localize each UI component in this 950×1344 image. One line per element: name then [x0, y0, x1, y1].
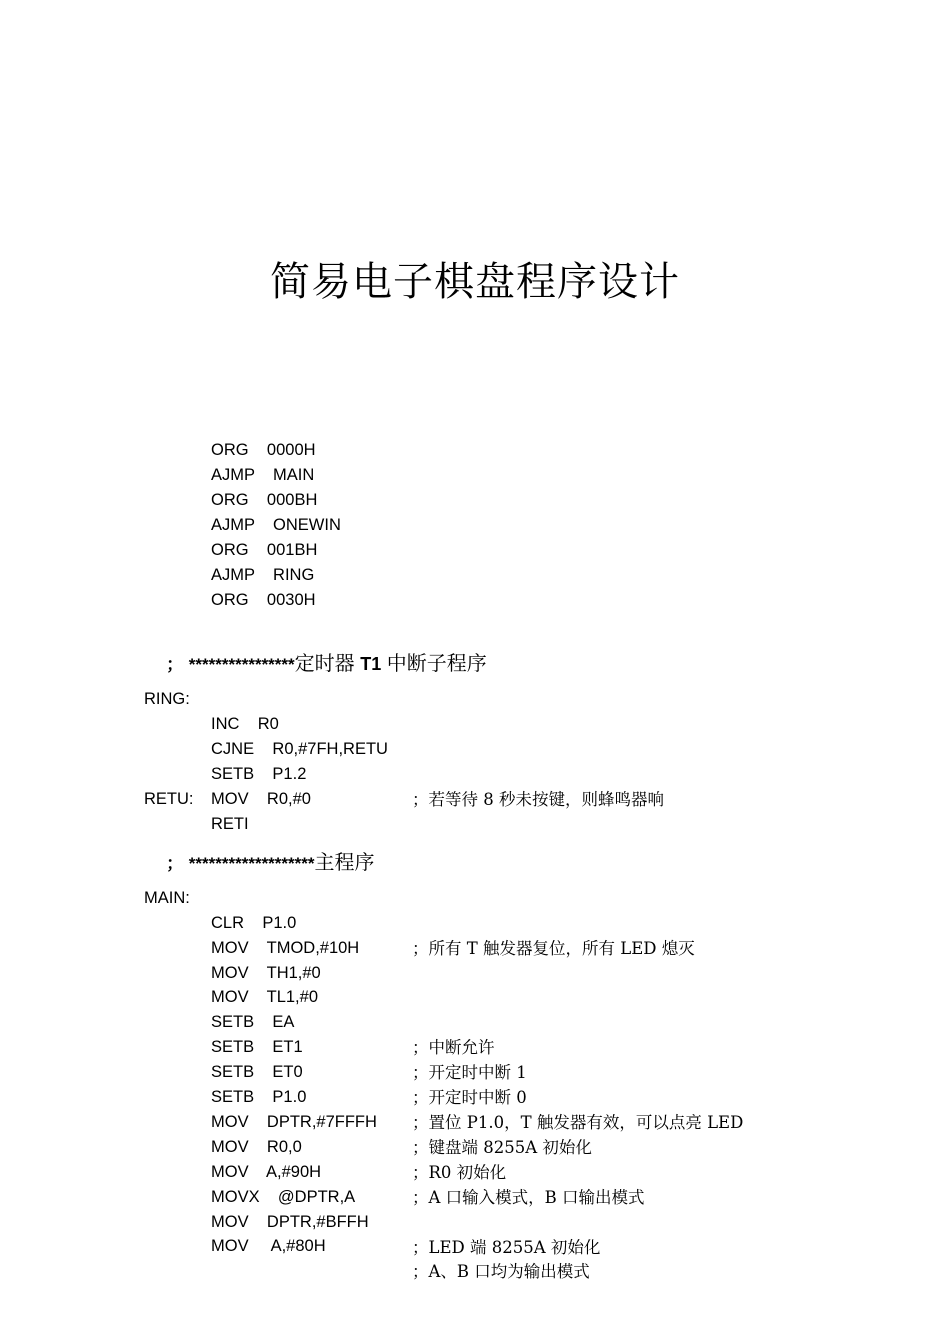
code-instruction: ORG 0000H [211, 441, 316, 459]
code-instruction: INC R0 [211, 715, 279, 733]
section-text: 主程序 [314, 850, 375, 874]
code-comment: ；键盘端 8255A 初始化 [412, 1138, 592, 1157]
code-instruction: MOV A,#90H [211, 1163, 322, 1181]
code-instruction: ORG 000BH [211, 491, 318, 509]
code-comment: ；R0 初始化 [412, 1163, 507, 1182]
code-instruction: MOV TMOD,#10H [211, 939, 360, 957]
section-stars: ******************* [188, 854, 315, 873]
code-instruction: MOVX @DPTR,A [211, 1188, 356, 1206]
code-instruction: MOV A,#80H [211, 1237, 326, 1255]
code-comment: ；所有 T 触发器复位，所有 LED 熄灭 [412, 939, 695, 958]
code-instruction: ORG 0030H [211, 591, 316, 609]
code-label: MAIN: [144, 889, 190, 907]
code-instruction: SETB P1.2 [211, 765, 307, 783]
code-instruction: AJMP MAIN [211, 466, 315, 484]
section-bold-text: T1 [360, 654, 382, 674]
code-instruction: ORG 001BH [211, 541, 318, 559]
code-instruction: MOV DPTR,#7FFFH [211, 1113, 377, 1131]
code-instruction: RETI [211, 815, 249, 833]
section-text: 中断子程序 [386, 651, 487, 675]
code-label: RING: [144, 690, 190, 708]
code-instruction: SETB P1.0 [211, 1088, 307, 1106]
section-stars: **************** [188, 655, 295, 674]
code-line [0, 662, 279, 733]
code-comment: ；开定时中断 1 [412, 1063, 527, 1082]
code-comment: ；若等待 8 秒未按键，则蜂鸣器响 [412, 790, 664, 809]
code-instruction: AJMP ONEWIN [211, 516, 341, 534]
code-instruction: MOV TL1,#0 [211, 988, 318, 1006]
section-prefix: ； [166, 655, 184, 674]
code-instruction: SETB ET0 [211, 1063, 303, 1081]
code-instruction: SETB ET1 [211, 1038, 303, 1056]
code-line [0, 413, 316, 459]
code-instruction: MOV DPTR,#BFFH [211, 1213, 369, 1231]
code-instruction: MOV R0,0 [211, 1138, 302, 1156]
section-heading-main [144, 817, 375, 874]
code-comment: ；置位 P1.0，T 触发器有效，可以点亮 LED [412, 1113, 744, 1132]
code-instruction: SETB EA [211, 1013, 295, 1031]
code-instruction: AJMP RING [211, 566, 315, 584]
section-heading-timer [144, 618, 487, 675]
code-instruction: MOV R0,#0 [211, 790, 311, 808]
code-comment: ；开定时中断 0 [412, 1088, 527, 1107]
section-prefix: ； [166, 854, 184, 873]
code-comment: ；中断允许 [412, 1038, 495, 1057]
code-label: RETU: [144, 790, 194, 808]
code-comment: ；A 口输入模式，B 口输出模式 [412, 1188, 645, 1207]
section-text: 定时器 [294, 651, 355, 675]
code-instruction: CJNE R0,#7FH,RETU [211, 740, 388, 758]
code-comment: ；A、B 口均为输出模式 [412, 1262, 590, 1281]
page-title: 简易电子棋盘程序设计 [270, 259, 680, 305]
code-comment: ；LED 端 8255A 初始化 [412, 1238, 601, 1257]
code-line [0, 762, 249, 833]
code-instruction: MOV TH1,#0 [211, 964, 321, 982]
code-instruction: CLR P1.0 [211, 914, 297, 932]
